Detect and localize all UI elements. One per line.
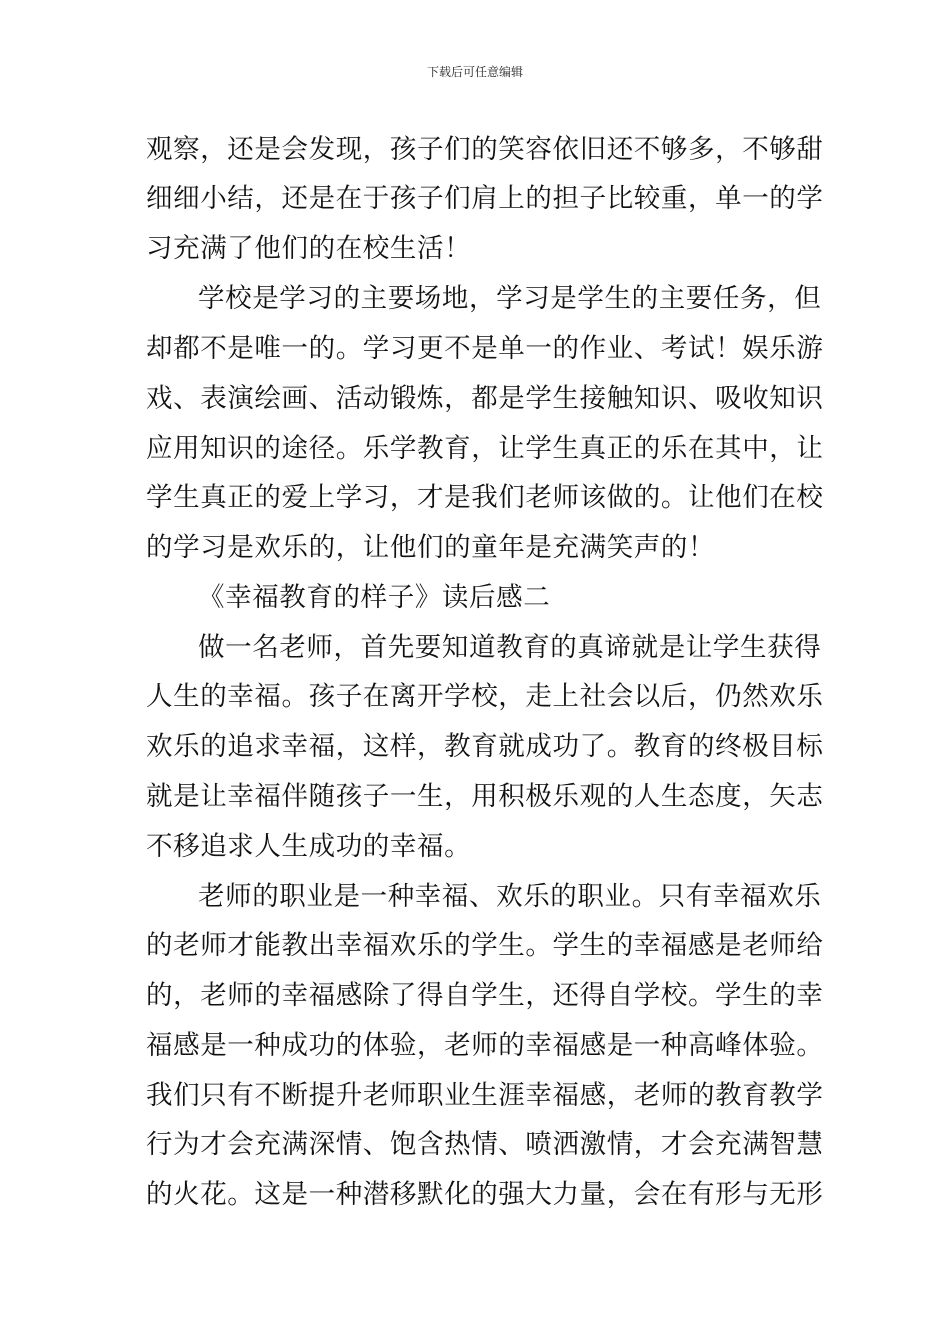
text-line: 的老师才能教出幸福欢乐的学生。学生的幸福感是老师给 [146, 930, 824, 961]
text-line: 的，老师的幸福感除了得自学生，还得自学校。学生的幸 [146, 980, 824, 1011]
text-line: 应用知识的途径。乐学教育，让学生真正的乐在其中，让 [146, 433, 824, 464]
text-line: 细细小结，还是在于孩子们肩上的担子比较重，单一的学 [146, 183, 824, 214]
text-line: 我们只有不断提升老师职业生涯幸福感，老师的教育教学 [146, 1080, 824, 1111]
text-line: 行为才会充满深情、饱含热情、喷洒激情，才会充满智慧 [146, 1129, 824, 1160]
text-line: 学生真正的爱上学习，才是我们老师该做的。让他们在校 [146, 482, 824, 513]
text-line: 福感是一种成功的体验，老师的幸福感是一种高峰体验。 [146, 1030, 824, 1061]
paragraph-first-line: 做一名老师，首先要知道教育的真谛就是让学生获得 [198, 632, 822, 663]
text-line: 欢乐的追求幸福，这样，教育就成功了。教育的终极目标 [146, 731, 824, 762]
paragraph-first-line: 学校是学习的主要场地，学习是学生的主要任务，但 [198, 283, 822, 314]
text-line: 人生的幸福。孩子在离开学校，走上社会以后，仍然欢乐 [146, 681, 824, 712]
text-line: 却都不是唯一的。学习更不是单一的作业、考试！娱乐游 [146, 333, 824, 364]
text-line: 戏、表演绘画、活动锻炼，都是学生接触知识、吸收知识 [146, 383, 824, 414]
section-heading: 《幸福教育的样子》读后感二 [198, 582, 551, 613]
page-header: 下载后可任意编辑 [426, 65, 523, 79]
paragraph-first-line: 老师的职业是一种幸福、欢乐的职业。只有幸福欢乐 [198, 881, 822, 912]
text-line: 观察，还是会发现，孩子们的笑容依旧还不够多，不够甜 [146, 134, 824, 165]
text-line: 的学习是欢乐的，让他们的童年是充满笑声的！ [146, 532, 716, 563]
text-line: 就是让幸福伴随孩子一生，用积极乐观的人生态度，矢志 [146, 781, 824, 812]
text-line: 不移追求人生成功的幸福。 [146, 831, 472, 862]
text-line: 的火花。这是一种潜移默化的强大力量，会在有形与无形 [146, 1179, 824, 1210]
text-line: 习充满了他们的在校生活！ [146, 233, 472, 264]
